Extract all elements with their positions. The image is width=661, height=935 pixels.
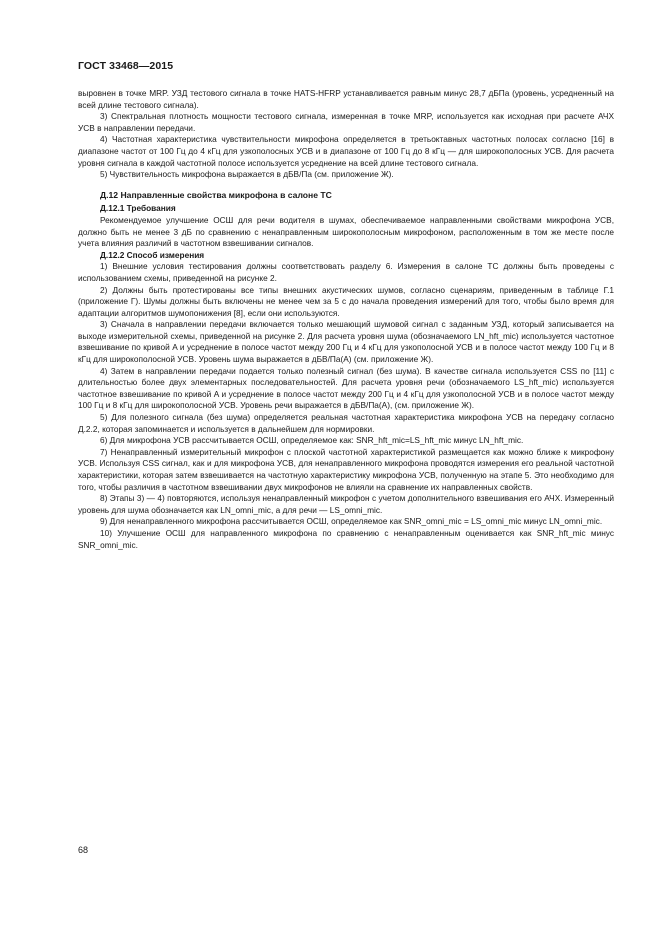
method-step-5: 5) Для полезного сигнала (без шума) определяется реальная частотная характеристика микрофона УСВ на передачу согласно Д.2.2, которая запоминается и используется в дальнейшем для нормировки. [78, 412, 614, 434]
subsection-heading-d121: Д.12.1 Требования [100, 203, 176, 214]
method-step-4: 4) Затем в направлении передачи подается только полезный сигнал (без шума). В качестве сигнала используется CSS по [11] с длительностью более двух элементарных последовательностей. Для расчета уровня речи (обозначаемого LS_hft_mic) используется частотное взвешивание по кривой A и усреднение в полосе частот между 200 Гц и 4 кГц для узкополосной УСВ и в полосе частот между 100 Гц и 8 кГц для широкополосной УСВ. Уровень речи выражается в дБВ/Па(A), (см. приложение Ж). [78, 365, 614, 411]
paragraph-requirements: Рекомендуемое улучшение ОСШ для речи водителя в шумах, обеспечиваемое направленными свойствами микрофона УСВ, должно быть не менее 3 дБ по сравнению с ненаправленным широкополосным микрофоном, расположенным в том же месте после учета влияния различий в частотном взвешивании сигналов. [78, 214, 614, 249]
method-step-1: 1) Внешние условия тестирования должны соответствовать разделу 6. Измерения в салоне ТС должны быть проведены с использованием схемы, приведенной на рисунке 2. [78, 261, 614, 283]
paragraph-step-5: 5) Чувствительность микрофона выражается в дБВ/Па (см. приложение Ж). [100, 169, 394, 180]
method-step-3: 3) Сначала в направлении передачи включается только мешающий шумовой сигнал с заданным УЗД, который записывается на выходе измерительной схемы, приведенной на рисунке 2. Для расчета уровня шума (обозначаемого LN_hft_mic) используется частотное взвешивание по кривой A и усреднение в полосе частот между 200 Гц и 4 кГц для узкополосной УСВ и в полосе частот между 100 Гц и 8 кГц для широкополосной УСВ. Уровень шума выражается в дБВ/Па(A) (см. приложение Ж). [78, 319, 614, 365]
page-number: 68 [78, 845, 89, 855]
paragraph-step-4: 4) Частотная характеристика чувствительности микрофона определяется в третьоктавных частотных полосах согласно [16] в диапазоне частот от 100 Гц до 4 кГц для узкополосных УСВ и в диапазоне от 100 Гц до 8 кГц — для широкополосных УСВ. Для расчета уровня сигнала в каждой частотной полосе используется усреднение на всей длине тестового сигнала. [78, 134, 614, 168]
section-heading-d12: Д.12 Направленные свойства микрофона в салоне ТС [100, 189, 332, 200]
method-step-6: 6) Для микрофона УСВ рассчитывается ОСШ, определяемое как: SNR_hft_mic=LS_hft_mic минус LN_hft_mic. [100, 435, 524, 446]
method-step-9: 9) Для ненаправленного микрофона рассчитывается ОСШ, определяемое как SNR_omni_mic = LS_omni_mic минус LN_omni_mic. [100, 516, 603, 527]
method-step-7: 7) Ненаправленный измерительный микрофон с плоской частотной характеристикой размещается как можно ближе к микрофону УСВ. Используя CSS сигнал, как и для микрофона УСВ, для ненаправленного микрофона проводятся измерения его реальной частотной характеристики, которая затем взвешивается на частотную характеристику микрофона УСВ, полученную на этапе 5. Это необходимо для того, чтобы различия в частотном взвешивании двух микрофонов не влияли на сравнение их направленных свойств. [78, 446, 614, 492]
paragraph-intro: выровнен в точке MRP. УЗД тестового сигнала в точке HATS-HFRP устанавливается равным минус 28,7 дБПа (уровень, усредненный на всей длине тестового сигнала). [78, 88, 614, 110]
document-header: ГОСТ 33468—2015 [78, 60, 174, 72]
document-body [78, 88, 614, 551]
method-step-8: 8) Этапы 3) — 4) повторяются, используя ненаправленный микрофон с учетом дополнительного взвешивания его АЧХ. Измеренный уровень для шума обозначается как LN_omni_mic, а для речи — LS_omni_mic. [78, 493, 614, 515]
method-step-2: 2) Должны быть протестированы все типы внешних акустических шумов, согласно сценариям, приведенным в таблице Г.1 (приложение Г). Шумы должны быть включены не менее чем за 5 с до начала проведения измерений для того, чтобы было время для адаптации алгоритмов шумопонижения [8], если они используются. [78, 284, 614, 318]
paragraph-step-3: 3) Спектральная плотность мощности тестового сигнала, измеренная в точке MRP, используется как исходная при расчете АЧХ УСВ в направлении передачи. [78, 111, 614, 133]
subsection-heading-d122: Д.12.2 Способ измерения [100, 249, 205, 260]
method-step-10: 10) Улучшение ОСШ для направленного микрофона по сравнению с ненаправленным оценивается как SNR_hft_mic минус SNR_omni_mic. [78, 527, 614, 550]
